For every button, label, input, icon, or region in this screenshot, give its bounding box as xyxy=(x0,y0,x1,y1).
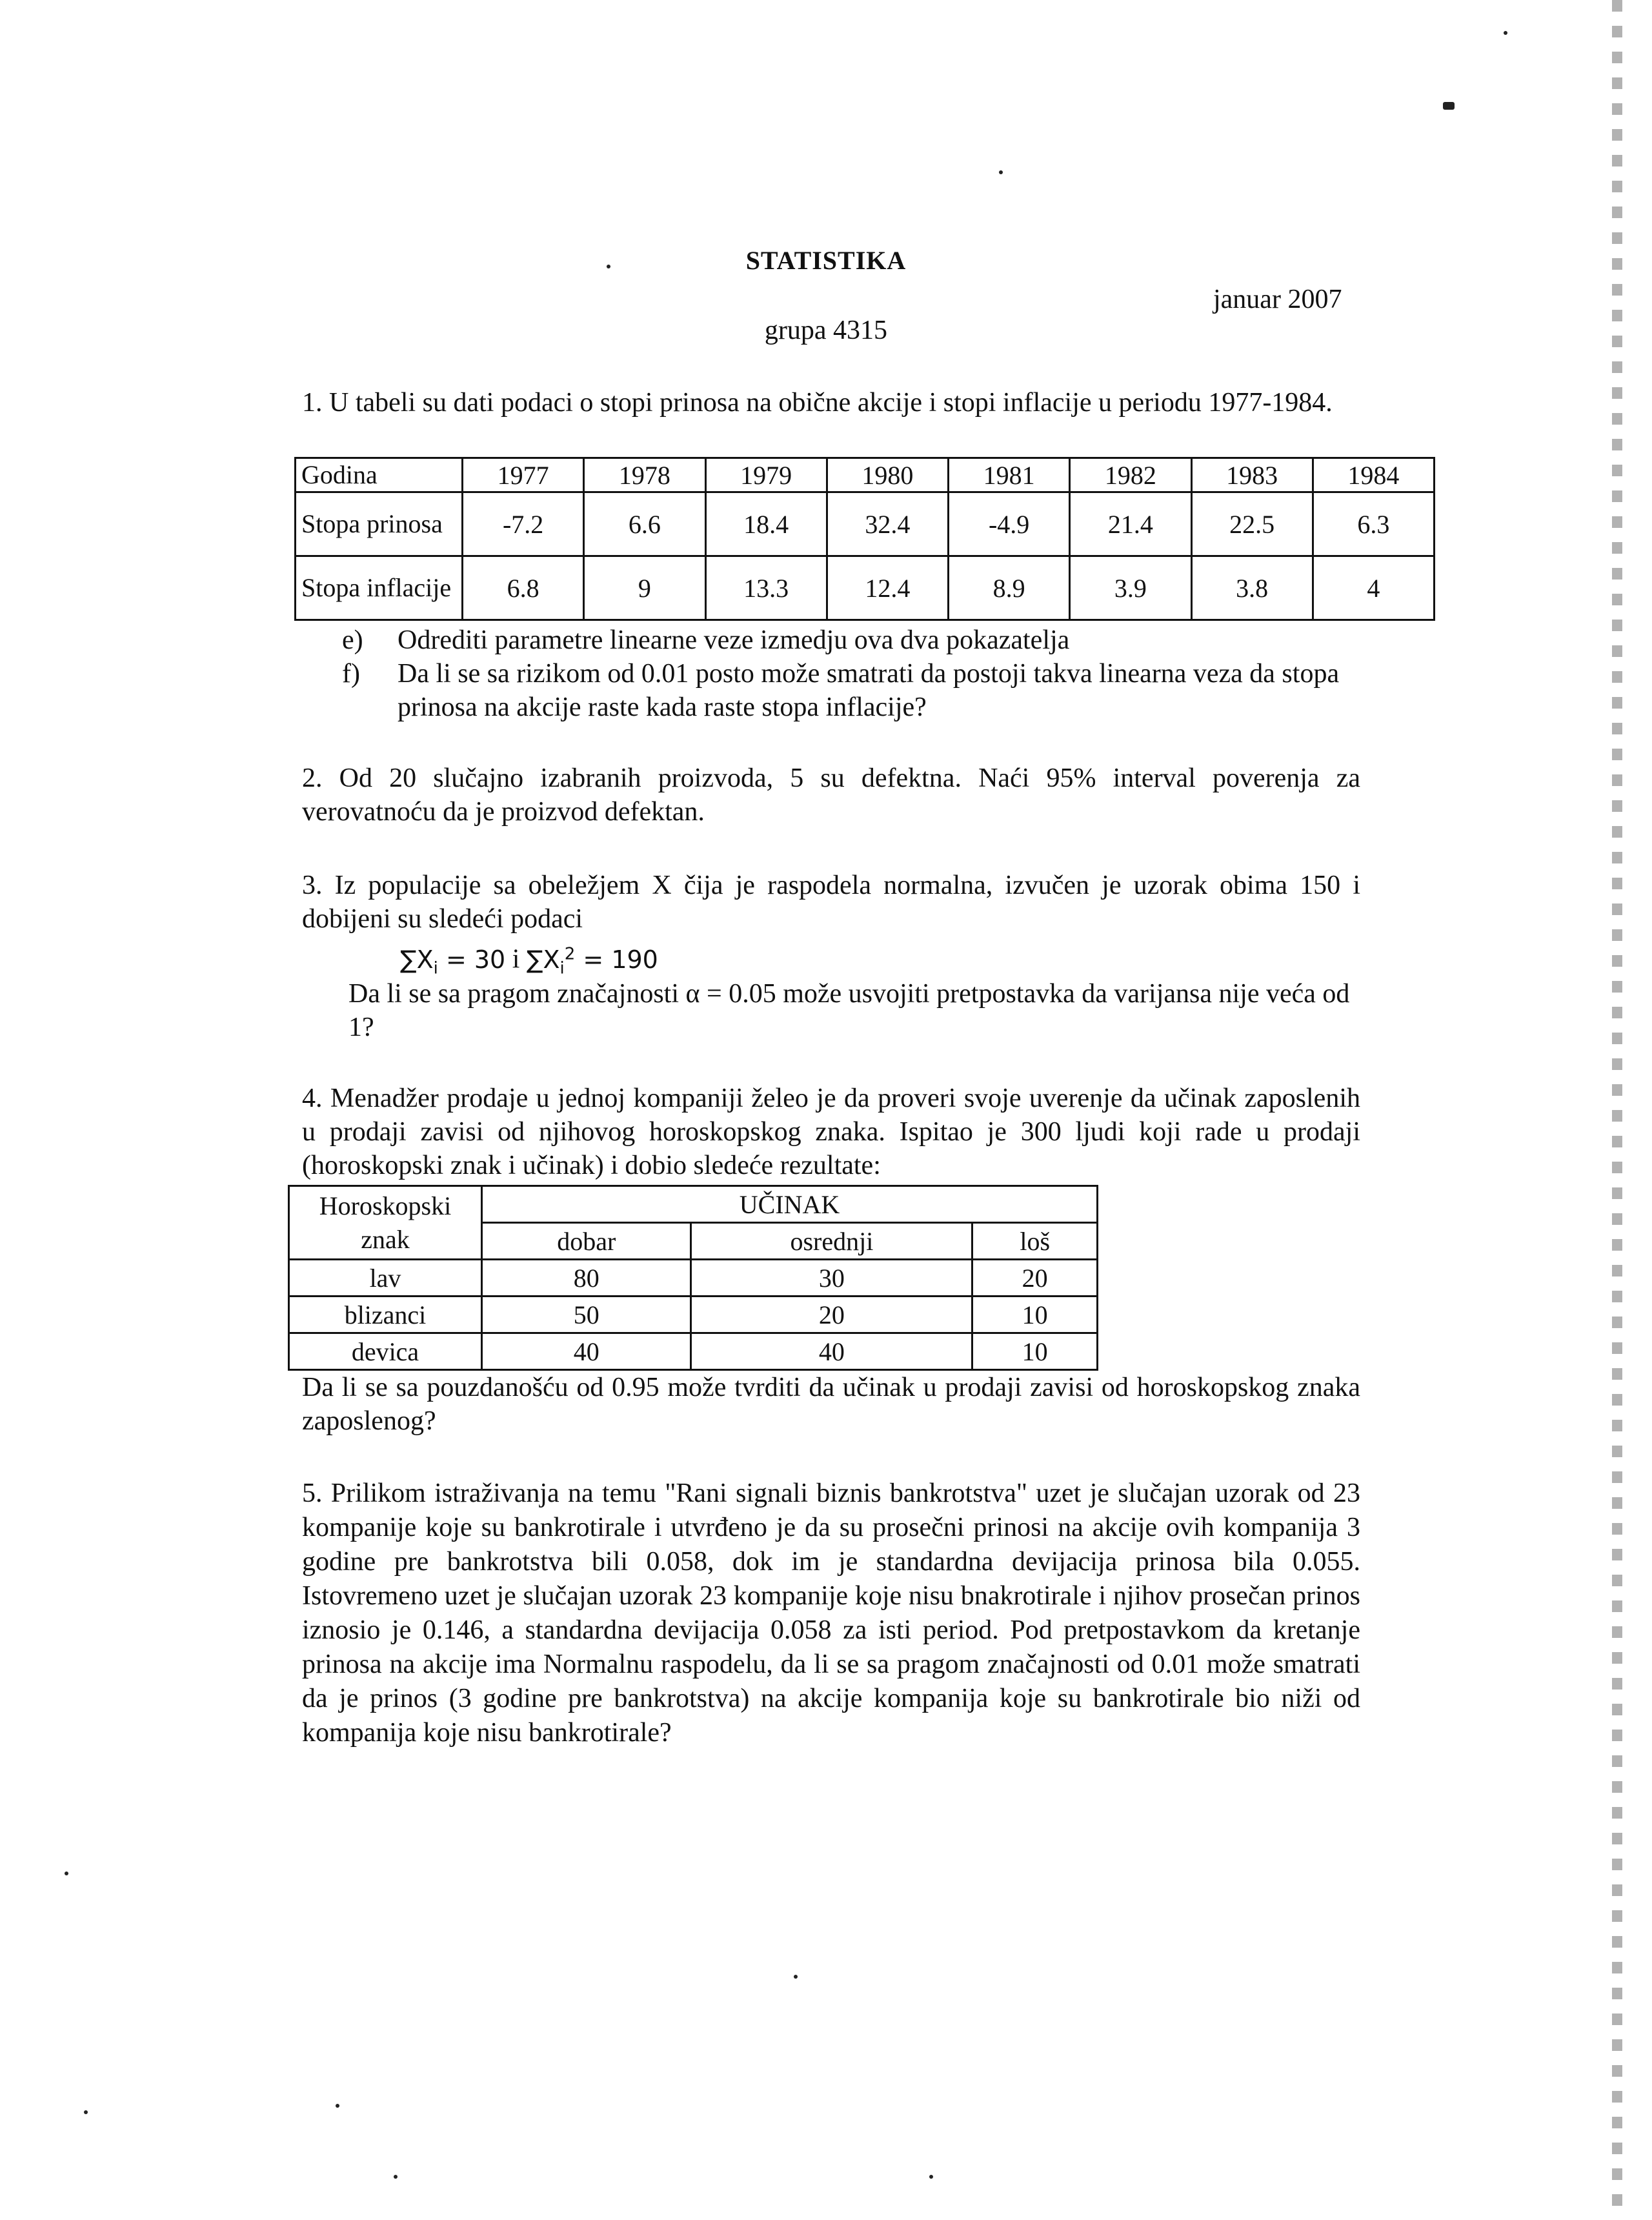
q4-cell: 20 xyxy=(691,1297,972,1333)
scan-speck xyxy=(999,170,1003,174)
q4-cell: 30 xyxy=(691,1260,972,1297)
q1-cell: 32.4 xyxy=(827,492,948,556)
scan-speck xyxy=(929,2175,933,2179)
q4-group-header: UČINAK xyxy=(482,1186,1098,1223)
q4-row-label: blizanci xyxy=(289,1297,482,1333)
q1-cell: 6.3 xyxy=(1313,492,1434,556)
q1-cell: 6.6 xyxy=(584,492,705,556)
q1-cell: 13.3 xyxy=(705,556,827,620)
q1-cell: 22.5 xyxy=(1191,492,1313,556)
scan-speck xyxy=(394,2175,398,2179)
q2-text: 2. Od 20 slučajno izabranih proizvoda, 5 su defektna. Naći 95% interval poverenja za verovatnoću da je proizvod defektan. xyxy=(302,763,1360,827)
q4-corner-cell xyxy=(289,1186,482,1260)
q1-year: 1979 xyxy=(705,458,827,492)
page-title: STATISTIKA xyxy=(745,246,907,275)
q3-formula: $\sum X_i = 30$ i $\sum X_i^2 = 190$ xyxy=(400,944,658,978)
q4-column-header: osrednji xyxy=(691,1223,972,1260)
q1-cell: 4 xyxy=(1313,556,1434,620)
table-row xyxy=(289,1260,1098,1297)
q1-row-inflation xyxy=(296,556,1435,620)
exam-group: grupa 4315 xyxy=(764,316,888,345)
q4-table-header-row xyxy=(289,1186,1098,1223)
q1-header-label: Godina xyxy=(296,458,463,492)
q3-formula-sumsq: $\sum X_i^2 = 190$ xyxy=(526,944,658,978)
q1-cell: -7.2 xyxy=(463,492,584,556)
table-row xyxy=(289,1297,1098,1333)
q1-year: 1984 xyxy=(1313,458,1434,492)
q1-cell: 8.9 xyxy=(949,556,1070,620)
q1-cell: 9 xyxy=(584,556,705,620)
scan-speck xyxy=(1443,102,1455,110)
q4-corner-line2: znak xyxy=(361,1224,410,1254)
q1-cell: 12.4 xyxy=(827,556,948,620)
q4-cell: 40 xyxy=(691,1333,972,1370)
q4-cell: 80 xyxy=(482,1260,691,1297)
q1-cell: 18.4 xyxy=(705,492,827,556)
q4-corner-line1: Horoskopski xyxy=(319,1191,452,1220)
scan-speck xyxy=(65,1872,68,1875)
q1-table xyxy=(294,457,1435,621)
q1-year: 1982 xyxy=(1070,458,1191,492)
q1-year: 1983 xyxy=(1191,458,1313,492)
scan-speck xyxy=(1504,31,1507,35)
q4-cell: 10 xyxy=(972,1297,1098,1333)
q1-subquestion-e xyxy=(342,623,1362,657)
q1-cell: -4.9 xyxy=(949,492,1070,556)
table-row xyxy=(289,1333,1098,1370)
q4-cell: 10 xyxy=(972,1333,1098,1370)
q3-formula-sum: $\sum X_i = 30$ xyxy=(400,945,506,978)
q1-intro: 1. U tabeli su dati podaci o stopi prinosa na obične akcije i stopi inflacije u periodu 1977-1984. xyxy=(302,388,1333,418)
q4-column-header: loš xyxy=(972,1223,1098,1260)
q1-e-text: Odrediti parametre linearne veze izmedju ova dva pokazatelja xyxy=(398,625,1070,655)
q4-column-header: dobar xyxy=(482,1223,691,1260)
q1-year: 1981 xyxy=(949,458,1070,492)
exam-date: januar 2007 xyxy=(1213,285,1342,314)
q1-e-label: e) xyxy=(342,625,363,655)
q1-row-label: Stopa prinosa xyxy=(296,492,463,556)
q4-table xyxy=(288,1185,1098,1371)
q1-table-header-row xyxy=(296,458,1435,492)
q5-text: 5. Prilikom istraživanja na temu "Rani signali biznis bankrotstva" uzet je slučajan uzorak od 23 kompanije koje su bankrotirale i utvrđeno je da su prosečni prinosi na akcije ovih kompanija 3 godine pre bankrotstva bili 0.058, dok im je standardna devijacija prinosa bila 0.055. Istovremeno uzet je slučajan uzorak 23 kompanije koje nisu bnakrotirale i njihov prosečan prinos iznosio je 0.146, a standardna devijacija 0.058 za isti period. Pod pretpostavkom da kretanje prinosa na akcije ima Normalnu raspodelu, da li se sa pragom značajnosti od 0.01 može smatrati da je prinos (3 godine pre bankrotstva) na akcije kompanija koje su bankrotirale bio niži od kompanija koje nisu bankrotirale? xyxy=(302,1478,1360,1748)
scan-speck xyxy=(794,1975,798,1979)
q1-year: 1978 xyxy=(584,458,705,492)
q1-cell: 6.8 xyxy=(463,556,584,620)
scan-speck xyxy=(607,265,610,268)
q3-question: Da li se sa pragom značajnosti α = 0.05 može usvojiti pretpostavka da varijansa nije veća od 1? xyxy=(348,979,1350,1042)
q3-intro: 3. Iz populacije sa obeležjem X čija je raspodela normalna, izvučen je uzorak obima 150 i dobijeni su sledeći podaci xyxy=(302,871,1360,934)
q4-question: Da li se sa pouzdanošću od 0.95 može tvrditi da učinak u prodaji zavisi od horoskopskog znaka zaposlenog? xyxy=(302,1373,1360,1436)
q1-row-returns xyxy=(296,492,1435,556)
q1-year: 1977 xyxy=(463,458,584,492)
q4-intro: 4. Menadžer prodaje u jednoj kompaniji želeo je da proveri svoje uverenje da učinak zaposlenih u prodaji zavisi od njihovog horoskopskog znaka. Ispitao je 300 ljudi koji rade u prodaji (horoskopski znak i učinak) i dobio sledeće rezultate: xyxy=(302,1084,1360,1180)
q4-row-label: lav xyxy=(289,1260,482,1297)
q1-row-label: Stopa inflacije xyxy=(296,556,463,620)
q1-cell: 3.8 xyxy=(1191,556,1313,620)
scan-speck xyxy=(336,2104,339,2108)
q4-row-label: devica xyxy=(289,1333,482,1370)
q4-cell: 20 xyxy=(972,1260,1098,1297)
q1-year: 1980 xyxy=(827,458,948,492)
q1-subquestion-f xyxy=(342,657,1362,724)
q1-cell: 21.4 xyxy=(1070,492,1191,556)
q4-cell: 40 xyxy=(482,1333,691,1370)
q1-cell: 3.9 xyxy=(1070,556,1191,620)
q1-f-label: f) xyxy=(342,659,360,689)
scan-speck xyxy=(84,2110,88,2114)
q4-cell: 50 xyxy=(482,1297,691,1333)
q1-f-text: Da li se sa rizikom od 0.01 posto može smatrati da postoji takva linearna veza da stopa prinosa na akcije raste kada raste stopa inflacije? xyxy=(398,659,1340,722)
